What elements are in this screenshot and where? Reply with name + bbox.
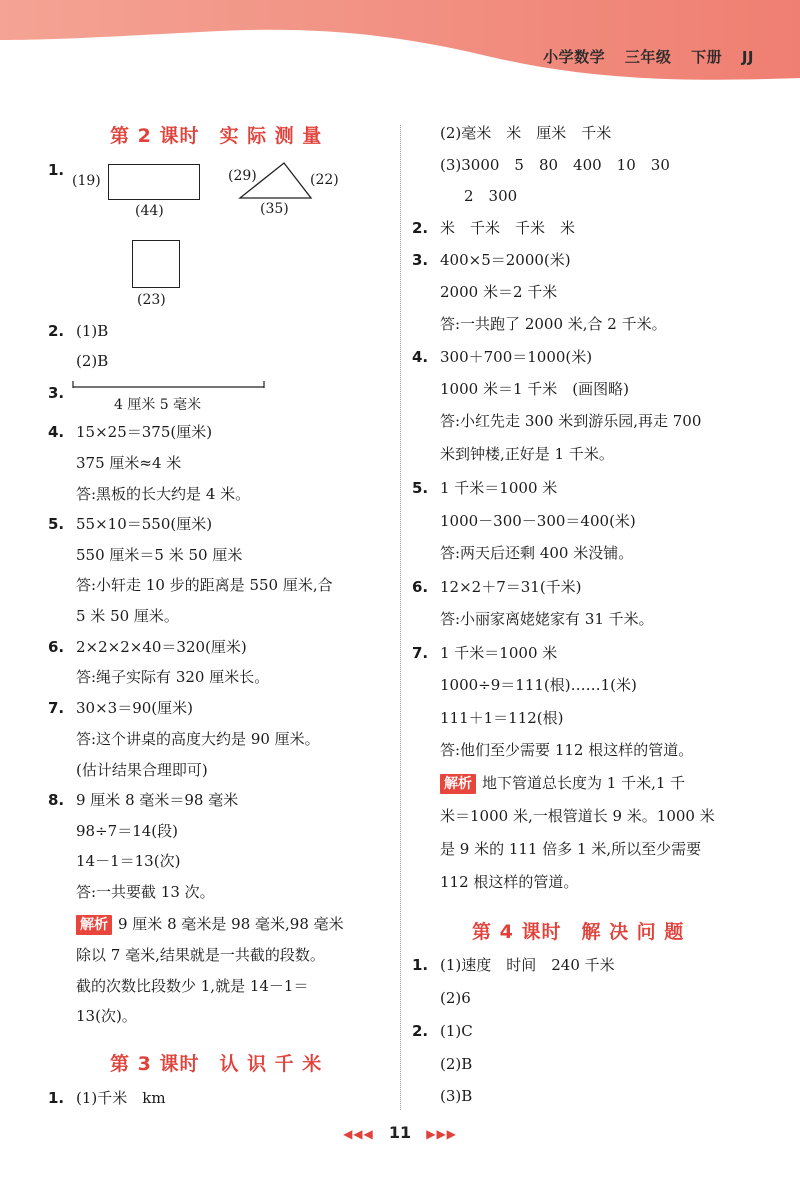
right-arrows-icon: ▶▶▶ <box>426 1127 457 1141</box>
segment-figure <box>72 379 266 389</box>
q5-line-1: 55×10＝550(厘米) <box>76 515 213 533</box>
l3-q1-line-2: (2)毫米 米 厘米 千米 <box>440 124 612 142</box>
l3-q7-explanation-1 <box>440 773 685 794</box>
q8-explanation-4: 13(次)。 <box>76 1007 137 1025</box>
left-arrows-icon: ◀◀◀ <box>343 1127 374 1141</box>
l3-q2-line-1: 米 千米 千米 米 <box>440 219 576 237</box>
q5-number: 5. <box>48 515 65 533</box>
square-side-label: (23) <box>137 292 166 308</box>
l3-q4-line-1: 300＋700＝1000(米) <box>440 348 593 366</box>
l3-q5-line-3: 答:两天后还剩 400 米没铺。 <box>440 544 634 562</box>
q6-line-1: 2×2×2×40＝320(厘米) <box>76 638 247 656</box>
l3-q3-number: 3. <box>412 251 429 269</box>
l3-q4-number: 4. <box>412 348 429 366</box>
l3-q5-line-1: 1 千米＝1000 米 <box>440 479 558 497</box>
rectangle-figure <box>108 164 200 200</box>
l3-q3-line-2: 2000 米＝2 千米 <box>440 283 558 301</box>
l3-q1-line-1: (1)千米 km <box>76 1089 166 1107</box>
q2-answer-2: (2)B <box>76 352 109 370</box>
segment-label: 4 厘米 5 毫米 <box>114 397 202 413</box>
l4-q1-line-2: (2)6 <box>440 989 471 1007</box>
l3-q7-line-4: 答:他们至少需要 112 根这样的管道。 <box>440 741 694 759</box>
l3-q7-explanation-2: 米＝1000 米,一根管道长 9 米。1000 米 <box>440 807 715 825</box>
header-edition: JJ <box>741 48 754 66</box>
q2-answer-1: (1)B <box>76 322 109 340</box>
q3-number: 3. <box>48 384 65 402</box>
header-grade: 三年级 <box>624 48 672 66</box>
q4-line-2: 375 厘米≈4 米 <box>76 454 182 472</box>
q7-line-2: 答:这个讲桌的高度大约是 90 厘米。 <box>76 730 320 748</box>
q4-line-3: 答:黑板的长大约是 4 米。 <box>76 485 251 503</box>
l4-q2-line-3: (3)B <box>440 1087 473 1105</box>
q8-explanation-1 <box>76 914 344 935</box>
q8-line-3: 14－1＝13(次) <box>76 852 181 870</box>
q4-number: 4. <box>48 423 65 441</box>
q8-explanation-text-1: 9 厘米 8 毫米是 98 毫米,98 毫米 <box>118 915 344 933</box>
l3-q7-explanation-text-1: 地下管道总长度为 1 千米,1 千 <box>482 774 686 792</box>
l3-q7-explanation-3: 是 9 米的 111 倍多 1 米,所以至少需要 <box>440 840 702 858</box>
lesson4-title: 第 4 课时 解 决 问 题 <box>472 921 685 943</box>
square-figure <box>132 240 180 288</box>
analysis-tag: 解析 <box>440 774 476 794</box>
triangle-left-label: (29) <box>228 168 257 184</box>
q8-line-4: 答:一共要截 13 次。 <box>76 883 215 901</box>
analysis-tag: 解析 <box>76 915 112 935</box>
l3-q1-line-4: 2 300 <box>464 187 518 205</box>
header-band <box>0 0 800 90</box>
q7-number: 7. <box>48 699 65 717</box>
lesson2-title: 第 2 课时 实 际 测 量 <box>110 125 323 147</box>
l4-q2-line-1: (1)C <box>440 1022 473 1040</box>
l3-q7-line-2: 1000÷9＝111(根)……1(米) <box>440 676 637 694</box>
l3-q3-line-3: 答:一共跑了 2000 米,合 2 千米。 <box>440 315 667 333</box>
l3-q4-line-2: 1000 米＝1 千米 (画图略) <box>440 380 629 398</box>
q5-line-2: 550 厘米＝5 米 50 厘米 <box>76 546 243 564</box>
q7-line-3: (估计结果合理即可) <box>76 761 208 779</box>
l3-q1-line-3: (3)3000 5 80 400 10 30 <box>440 156 670 174</box>
page-footer <box>0 1123 800 1142</box>
lesson3-title: 第 3 课时 认 识 千 米 <box>110 1053 323 1075</box>
column-divider <box>400 125 401 1110</box>
l4-q1-line-1: (1)速度 时间 240 千米 <box>440 956 615 974</box>
q6-line-2: 答:绳子实际有 320 厘米长。 <box>76 668 270 686</box>
l4-q2-number: 2. <box>412 1022 429 1040</box>
l3-q4-line-4: 米到钟楼,正好是 1 千米。 <box>440 445 614 463</box>
l3-q7-line-3: 111＋1＝112(根) <box>440 709 564 727</box>
q6-number: 6. <box>48 638 65 656</box>
page-number: 11 <box>388 1123 412 1142</box>
q8-line-1: 9 厘米 8 毫米＝98 毫米 <box>76 791 239 809</box>
header-volume: 下册 <box>691 48 723 66</box>
q2-number: 2. <box>48 322 65 340</box>
l3-q5-line-2: 1000－300－300＝400(米) <box>440 512 636 530</box>
l3-q7-line-1: 1 千米＝1000 米 <box>440 644 558 662</box>
l3-q6-number: 6. <box>412 578 429 596</box>
l3-q7-number: 7. <box>412 644 429 662</box>
q8-explanation-3: 截的次数比段数少 1,就是 14－1＝ <box>76 977 309 995</box>
l3-q1-number: 1. <box>48 1089 65 1107</box>
triangle-base-label: (35) <box>260 201 289 217</box>
l3-q7-explanation-4: 112 根这样的管道。 <box>440 873 579 891</box>
l3-q4-line-3: 答:小红先走 300 米到游乐园,再走 700 <box>440 412 702 430</box>
header-subject: 小学数学 <box>543 48 606 66</box>
l3-q5-number: 5. <box>412 479 429 497</box>
l3-q3-line-1: 400×5＝2000(米) <box>440 251 571 269</box>
q8-line-2: 98÷7＝14(段) <box>76 822 178 840</box>
l4-q2-line-2: (2)B <box>440 1055 473 1073</box>
header-info <box>529 46 754 67</box>
q8-number: 8. <box>48 791 65 809</box>
rect-height-label: (19) <box>72 173 101 189</box>
l3-q6-line-2: 答:小丽家离姥姥家有 31 千米。 <box>440 610 654 628</box>
rect-width-label: (44) <box>135 203 164 219</box>
l3-q2-number: 2. <box>412 219 429 237</box>
q4-line-1: 15×25＝375(厘米) <box>76 423 213 441</box>
q5-line-4: 5 米 50 厘米。 <box>76 607 179 625</box>
q8-explanation-2: 除以 7 毫米,结果就是一共截的段数。 <box>76 946 325 964</box>
q1-number: 1. <box>48 161 65 179</box>
q7-line-1: 30×3＝90(厘米) <box>76 699 193 717</box>
triangle-right-label: (22) <box>310 172 339 188</box>
l3-q6-line-1: 12×2＋7＝31(千米) <box>440 578 582 596</box>
l4-q1-number: 1. <box>412 956 429 974</box>
q5-line-3: 答:小轩走 10 步的距离是 550 厘米,合 <box>76 576 333 594</box>
